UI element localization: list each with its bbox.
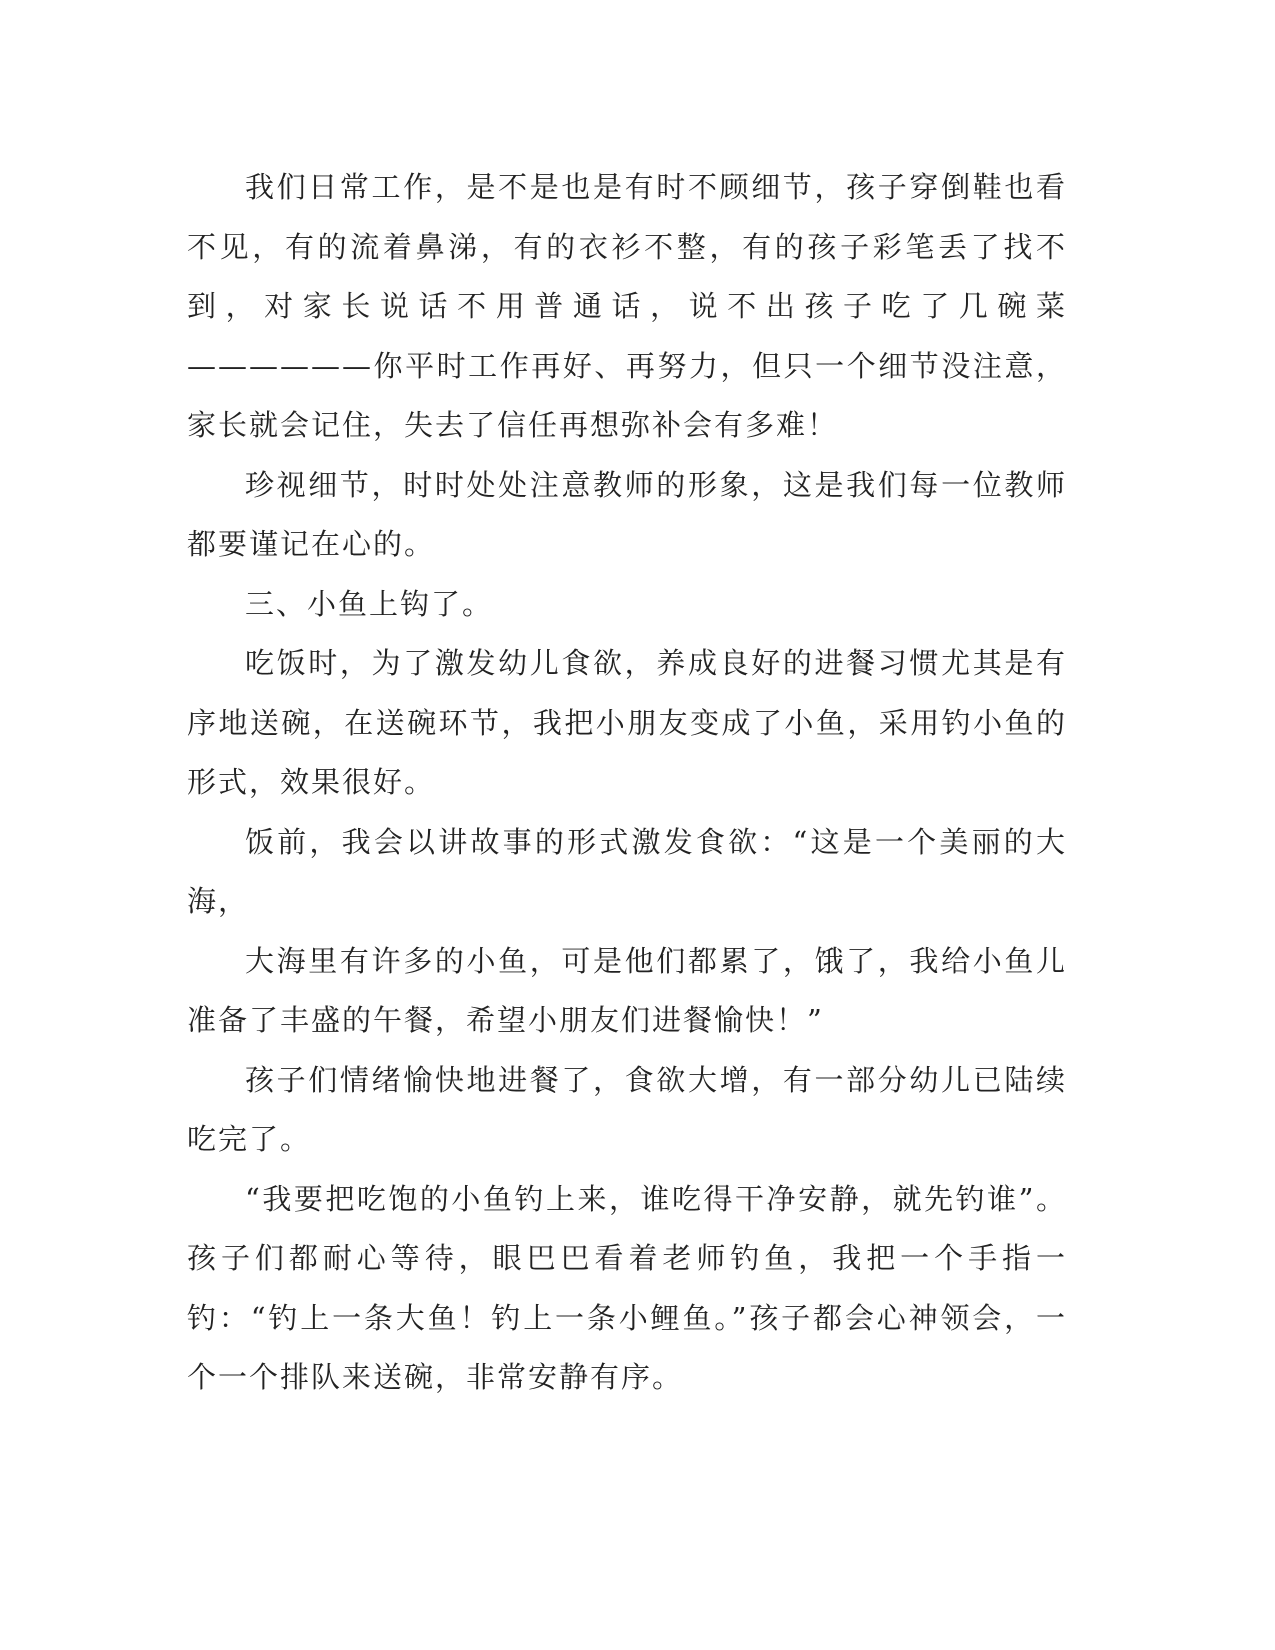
paragraph: 珍视细节，时时处处注意教师的形象，这是我们每一位教师都要谨记在心的。: [187, 467, 1067, 561]
document-body: [187, 158, 1067, 1408]
paragraph: “我要把吃饱的小鱼钓上来，谁吃得干净安静，就先钓谁”。孩子们都耐心等待，眼巴巴看着老师钓鱼，我把一个手指一钓：“钓上一条大鱼！钓上一条小鲤鱼。”孩子都会心神领会，一个一个排队来送碗，非常安静有序。: [187, 1181, 1067, 1394]
paragraph: 吃饭时，为了激发幼儿食欲，养成良好的进餐习惯尤其是有序地送碗，在送碗环节，我把小朋友变成了小鱼，采用钓小鱼的形式，效果很好。: [187, 646, 1067, 799]
section-heading: 三、小鱼上钩了。: [245, 586, 494, 621]
paragraph: 我们日常工作，是不是也是有时不顾细节，孩子穿倒鞋也看不见，有的流着鼻涕，有的衣衫不整，有的孩子彩笔丢了找不到，对家长说话不用普通话，说不出孩子吃了几碗菜——————你平时工作再好、再努力，但只一个细节没注意，家长就会记住，失去了信任再想弥补会有多难！: [187, 170, 1067, 442]
paragraph: 饭前，我会以讲故事的形式激发食欲：“这是一个美丽的大海，: [187, 824, 1067, 918]
paragraph: 大海里有许多的小鱼，可是他们都累了，饿了，我给小鱼儿准备了丰盛的午餐，希望小朋友们进餐愉快！”: [187, 943, 1067, 1037]
paragraph: 孩子们情绪愉快地进餐了，食欲大增，有一部分幼儿已陆续吃完了。: [187, 1062, 1067, 1156]
